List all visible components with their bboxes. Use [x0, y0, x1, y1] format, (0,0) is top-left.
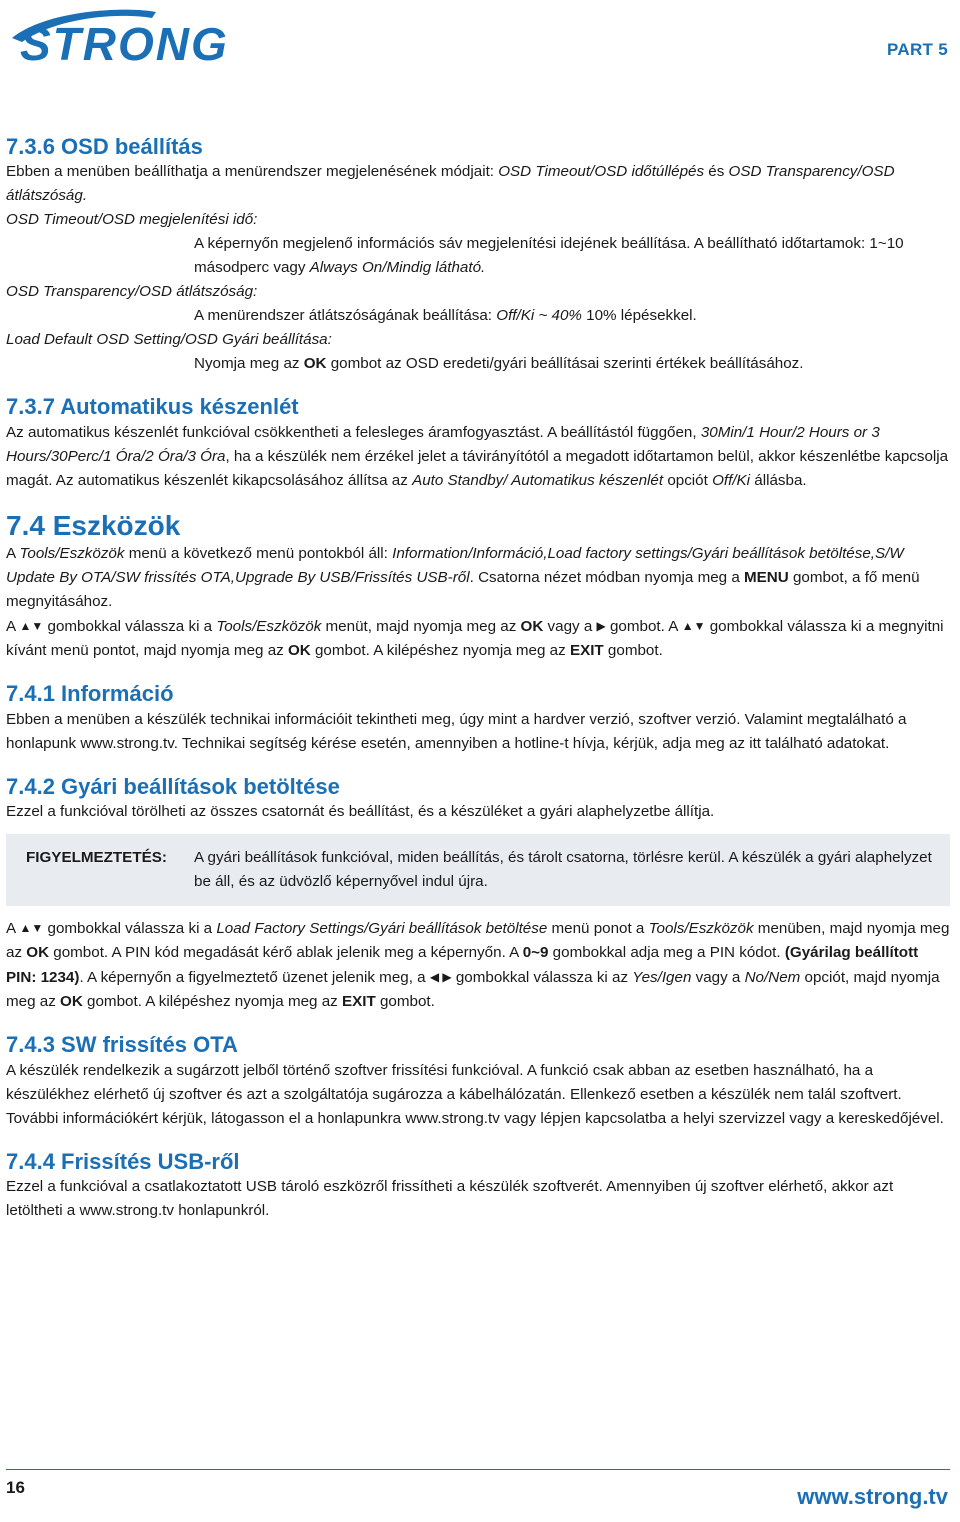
standby-term-durations: 30Min/1 Hour/2 Hours or 3 Hours/30Perc/1 Óra/2 Óra/3 Óra — [6, 423, 880, 465]
factory-p2-f: menüben, majd nyomja meg az — [6, 920, 950, 962]
tools-p2-term: Tools/Eszközök — [216, 618, 322, 636]
standby-term-off: Off/Ki — [712, 471, 751, 489]
info-paragraph: Ebben a menüben a készülék technikai információit tekintheti meg, úgy mint a hardver verzió, szoftver verzió. Valamint megtalálható a honlapunk www.strong.tv. Technikai segítség kérése esetén, amennyiben a hotline-t hívja, kérjük, adja meg az itt található adatokat. — [6, 710, 907, 752]
tools-p2-a: A — [6, 618, 20, 636]
factory-paragraph: Ezzel a funkcióval törölheti az összes csatornát és beállítást, és a készüléket a gyári alaphelyzetbe állítja. — [6, 803, 715, 821]
tools-p1-e: . Csatorna nézet módban nyomja meg a — [469, 569, 744, 587]
page-content — [6, 134, 950, 1223]
osd-timeout-label: OSD Timeout/OSD megjelenítési idő: — [6, 211, 258, 229]
factory-p2-term: Load Factory Settings/Gyári beállítások betöltése — [216, 920, 548, 938]
usb-paragraph: Ezzel a funkcióval a csatlakoztatott USB tároló eszközről frissítheti a készülék szoftverét. Amennyiben új szoftver elérhető, akkor azt letöltheti a www.strong.tv honlapunkról. — [6, 1177, 894, 1219]
tools-p1-g: gombot, a fő menü megnyitásához. — [6, 569, 920, 611]
factory-p2-s: gombot. A kilépéshez nyomja meg az — [82, 993, 342, 1011]
osd-timeout-desc-term: Always On/Mindig látható. — [309, 259, 486, 277]
left-right-arrows-icon: ◀ ▶ — [429, 970, 452, 985]
tools-p1-term: Tools/Eszközök — [19, 545, 125, 563]
factory-p2-u: gombot. — [375, 993, 435, 1011]
up-down-arrows-icon: ▲▼ — [19, 619, 44, 634]
menu-key-label: MENU — [744, 569, 789, 587]
osd-transp-label: OSD Transparency/OSD átlátszóság: — [6, 283, 258, 301]
section-usb-title: 7.4.4 Frissítés USB-ről — [6, 1148, 240, 1174]
section-standby-title: 7.3.7 Automatikus készenlét — [6, 394, 299, 420]
ok-key-label: OK — [520, 618, 544, 636]
factory-p2-j: gombokkal adja meg a PIN kódot. — [548, 944, 785, 962]
exit-key-label: EXIT — [342, 993, 376, 1011]
osd-intro-term1: OSD Timeout/OSD időtúllépés — [498, 163, 705, 181]
osd-intro-text: Ebben a menüben beállíthatja a menürendszer megjelenésének módjait: — [6, 163, 499, 181]
tools-p2-d: menüt, majd nyomja meg az — [321, 618, 521, 636]
ok-key-label: OK — [303, 355, 327, 373]
section-ota-title: 7.4.3 SW frissítés OTA — [6, 1032, 238, 1058]
factory-paragraph-2 — [6, 916, 950, 1014]
section-info-title: 7.4.1 Információ — [6, 681, 174, 707]
section-osd-title: 7.3.6 OSD beállítás — [6, 134, 203, 159]
tools-p2-l: gombot. — [603, 642, 663, 660]
section-factory-title: 7.4.2 Gyári beállítások betöltése — [6, 773, 340, 799]
up-down-arrows-icon: ▲▼ — [19, 921, 44, 936]
factory-p2-q: opciót, majd nyomja meg az — [6, 969, 940, 1011]
ok-key-label: OK — [60, 993, 83, 1011]
osd-timeout-desc — [6, 232, 950, 280]
strong-logo-graphic — [6, 4, 318, 66]
tools-p1-menu-items: Information/Információ,Load factory settings/Gyári beállítások betöltése,S/W Update By OTA/SW frissítés OTA,Upgrade By USB/Frissítés USB-ről — [6, 545, 904, 587]
factory-p2-tools: Tools/Eszközök — [648, 920, 754, 938]
osd-default-desc-text: Nyomja meg az — [194, 355, 304, 373]
footer-website-link[interactable]: www.strong.tv — [797, 1484, 948, 1509]
osd-intro-and: és — [704, 163, 729, 181]
default-pin-note: (Gyárilag beállított PIN: 1234) — [6, 944, 919, 987]
osd-default-label: Load Default OSD Setting/OSD Gyári beállítása: — [6, 331, 332, 349]
osd-default-desc-tail: gombot az OSD eredeti/gyári beállításai szerinti értékek beállításához. — [326, 355, 804, 373]
page-header — [0, 0, 960, 110]
strong-logo — [6, 4, 318, 71]
osd-transp-desc-text: A menürendszer átlátszóságának beállítása: — [194, 307, 497, 325]
osd-intro — [6, 160, 950, 208]
tools-p2-g: gombot. A — [605, 618, 682, 636]
standby-text-e: opciót — [663, 471, 713, 489]
page-number: 16 — [6, 1478, 25, 1497]
right-arrow-icon: ▶ — [596, 619, 606, 634]
section-tools-title: 7.4 Eszközök — [6, 509, 181, 541]
tools-paragraph-1 — [6, 542, 950, 614]
osd-default-desc — [6, 352, 950, 376]
ok-key-label: OK — [287, 642, 311, 660]
footer-divider — [6, 1469, 950, 1470]
ota-paragraph: A készülék rendelkezik a sugárzott jelből történő szoftver frissítési funkcióval. A funkció csak abban az esetben használható, ha a készülékhez elérhető új szoftver és azt a szolgáltatója sugározza a kábelhálózatán. Ellenkező esetben a készülék nem talál szoftvert. További információkért kérjük, látogasson el a honlapunkra www.strong.tv vagy lépjen kapcsolatba a helyi szervizzel vagy a kereskedőjével. — [6, 1061, 944, 1127]
tools-p2-b: gombokkal válassza ki a — [43, 618, 217, 636]
tools-p1-c: menü a következő menü pontokból áll: — [124, 545, 393, 563]
warning-box — [6, 834, 950, 906]
factory-p2-no: No/Nem — [744, 969, 801, 987]
osd-transp-desc-term: Off/Ki ~ 40% — [496, 307, 582, 325]
osd-timeout-desc-text: A képernyőn megjelenő információs sáv megjelenítési idejének beállítása. A beállítható időtartamok: 1~10 másodperc vagy — [194, 235, 904, 277]
factory-p2-o: vagy a — [691, 969, 745, 987]
logo-wordmark: STRONG — [20, 18, 229, 66]
factory-p2-d: menü ponot a — [547, 920, 649, 938]
factory-p2-yes: Yes/Igen — [632, 969, 692, 987]
tools-p2-f: vagy a — [543, 618, 597, 636]
ok-key-label: OK — [26, 944, 50, 962]
standby-text-a: Az automatikus készenlét funkcióval csökkentheti a felesleges áramfogyasztást. A beállítástól függően, — [6, 423, 701, 441]
tools-p2-j: gombot. A kilépéshez nyomja meg az — [310, 642, 570, 660]
tools-paragraph-2 — [6, 614, 950, 663]
standby-text-c: , ha a készülék nem érzékel jelet a távirányítótól a megadott időtartamon belül, akkor készenlétbe kapcsolja magát. Az automatikus készenlét kikapcsolásához állítsa az — [6, 447, 949, 489]
factory-p2-m: gombokkal válassza ki az — [451, 969, 633, 987]
factory-p2-h: gombot. A PIN kód megadását kérő ablak jelenik meg a képernyőn. A — [49, 944, 523, 962]
digit-keys-label: 0~9 — [522, 944, 549, 962]
factory-p2-a: A — [6, 920, 20, 938]
standby-term-auto: Auto Standby/ Automatikus készenlét — [412, 471, 664, 489]
up-down-arrows-icon: ▲▼ — [681, 619, 706, 634]
osd-transp-desc — [6, 304, 950, 328]
part-label: PART 5 — [887, 40, 948, 59]
factory-p2-l: . A képernyőn a figyelmeztető üzenet jelenik meg, a — [79, 969, 430, 987]
osd-intro-term2: OSD Transparency/OSD átlátszóság. — [6, 163, 895, 205]
standby-paragraph — [6, 421, 950, 493]
tools-p1-a: A — [6, 545, 20, 563]
factory-p2-b: gombokkal válassza ki a — [43, 920, 217, 938]
tools-p2-h: gombokkal válassza ki a megnyitni kívánt menü pontot, majd nyomja meg az — [6, 618, 944, 660]
warning-label: FIGYELMEZTETÉS: — [26, 849, 167, 867]
warning-text: A gyári beállítások funkcióval, miden beállítás, és tárolt csatorna, törlésre kerül. A készülék a gyári alaphelyzet be áll, és az üdvözlő képernyővel indul újra. — [194, 849, 932, 891]
standby-text-g: állásba. — [750, 471, 807, 489]
exit-key-label: EXIT — [569, 642, 604, 660]
osd-transp-desc-tail: 10% lépésekkel. — [581, 307, 697, 325]
